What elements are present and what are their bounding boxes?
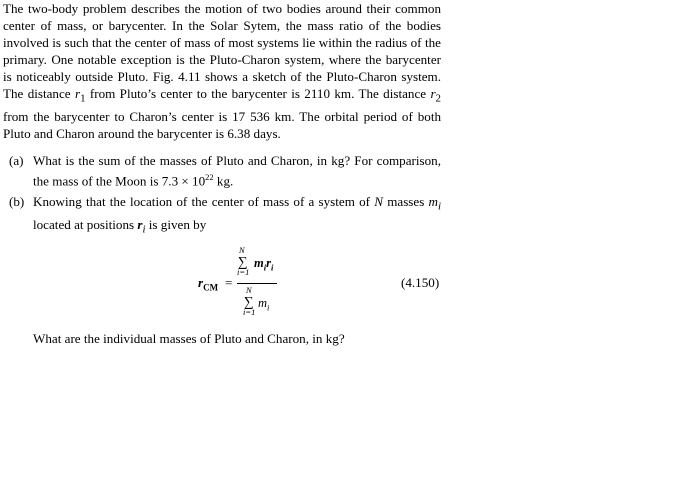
item-b-r-sub: i — [142, 223, 146, 236]
item-a-text-1: What is the sum of the masses of Pluto and Charon, in kg? For comparison, the mass of the Moon is 7.3 × 10 — [33, 153, 441, 189]
equation-number: (4.150) — [401, 275, 440, 291]
item-b-m: m — [428, 193, 438, 209]
fraction-bar — [237, 283, 277, 284]
denominator-m-sub: i — [267, 302, 270, 313]
item-b-r: r — [137, 216, 143, 232]
item-b-text-3: located at positions — [33, 216, 138, 232]
denominator-sum-symbol: ∑ — [244, 294, 254, 310]
item-b-text-4: is given by — [145, 216, 207, 232]
numerator-m-sub: i — [263, 262, 267, 273]
r1-symbol: r — [74, 86, 81, 102]
item-b-tag: (b) — [9, 193, 25, 209]
numerator-r-sub: i — [270, 262, 274, 273]
intro-text-2: from Pluto’s center to the barycenter is 2110 km. The distance — [85, 86, 431, 102]
numerator-upper-limit: N — [239, 245, 245, 256]
equation-lhs-subscript: CM — [203, 282, 219, 293]
item-b-text-2: masses — [382, 193, 429, 209]
numerator-summand — [254, 257, 273, 275]
r2-subscript: 2 — [435, 93, 441, 106]
equation-lhs-symbol: r — [198, 275, 204, 291]
r2-symbol: r — [430, 86, 436, 102]
equation-lhs — [198, 275, 218, 293]
equation-equals-sign: = — [225, 275, 233, 291]
item-b-N: N — [374, 193, 383, 209]
item-b-text-1: Knowing that the location of the center of mass of a system of — [33, 193, 375, 209]
denominator-upper-limit: N — [246, 285, 252, 296]
final-question: What are the individual masses of Pluto and Charon, in kg? — [33, 331, 345, 347]
denominator-m: m — [258, 296, 268, 311]
item-b — [3, 193, 441, 238]
item-b-m-sub: i — [437, 200, 441, 213]
numerator-lower-limit: i=1 — [237, 267, 250, 278]
r1-subscript: 1 — [80, 93, 86, 106]
problem-items — [3, 152, 441, 238]
item-a-tag: (a) — [9, 153, 24, 169]
item-a — [3, 152, 441, 190]
intro-text-3: from the barycenter to Charon’s center is 17 536 km. The orbital period of both Pluto and Charon around the barycenter is 6.38 days. — [3, 109, 441, 142]
problem-page — [3, 0, 441, 347]
numerator-sum-symbol: ∑ — [238, 254, 248, 270]
problem-intro — [3, 0, 441, 142]
denominator-lower-limit: i=1 — [243, 307, 256, 318]
item-a-exponent: 22 — [205, 172, 214, 183]
center-of-mass-equation — [3, 244, 441, 328]
numerator-m: m — [254, 256, 264, 271]
numerator-r: r — [266, 256, 271, 271]
denominator-summand — [258, 297, 269, 315]
item-a-text-2: kg. — [213, 173, 234, 189]
intro-text-1: The two-body problem describes the motion of two bodies around their common center of mass, or barycenter. In the Solar Sytem, the mass ratio of the bodies involved is such that the center of mass of most systems lie within the radius of the primary. One notable exception is the Pluto-Charon system, where the barycenter is noticeably outside Pluto. Fig. 4.11 shows a sketch of the Pluto-Charon system. The distance — [3, 1, 441, 102]
